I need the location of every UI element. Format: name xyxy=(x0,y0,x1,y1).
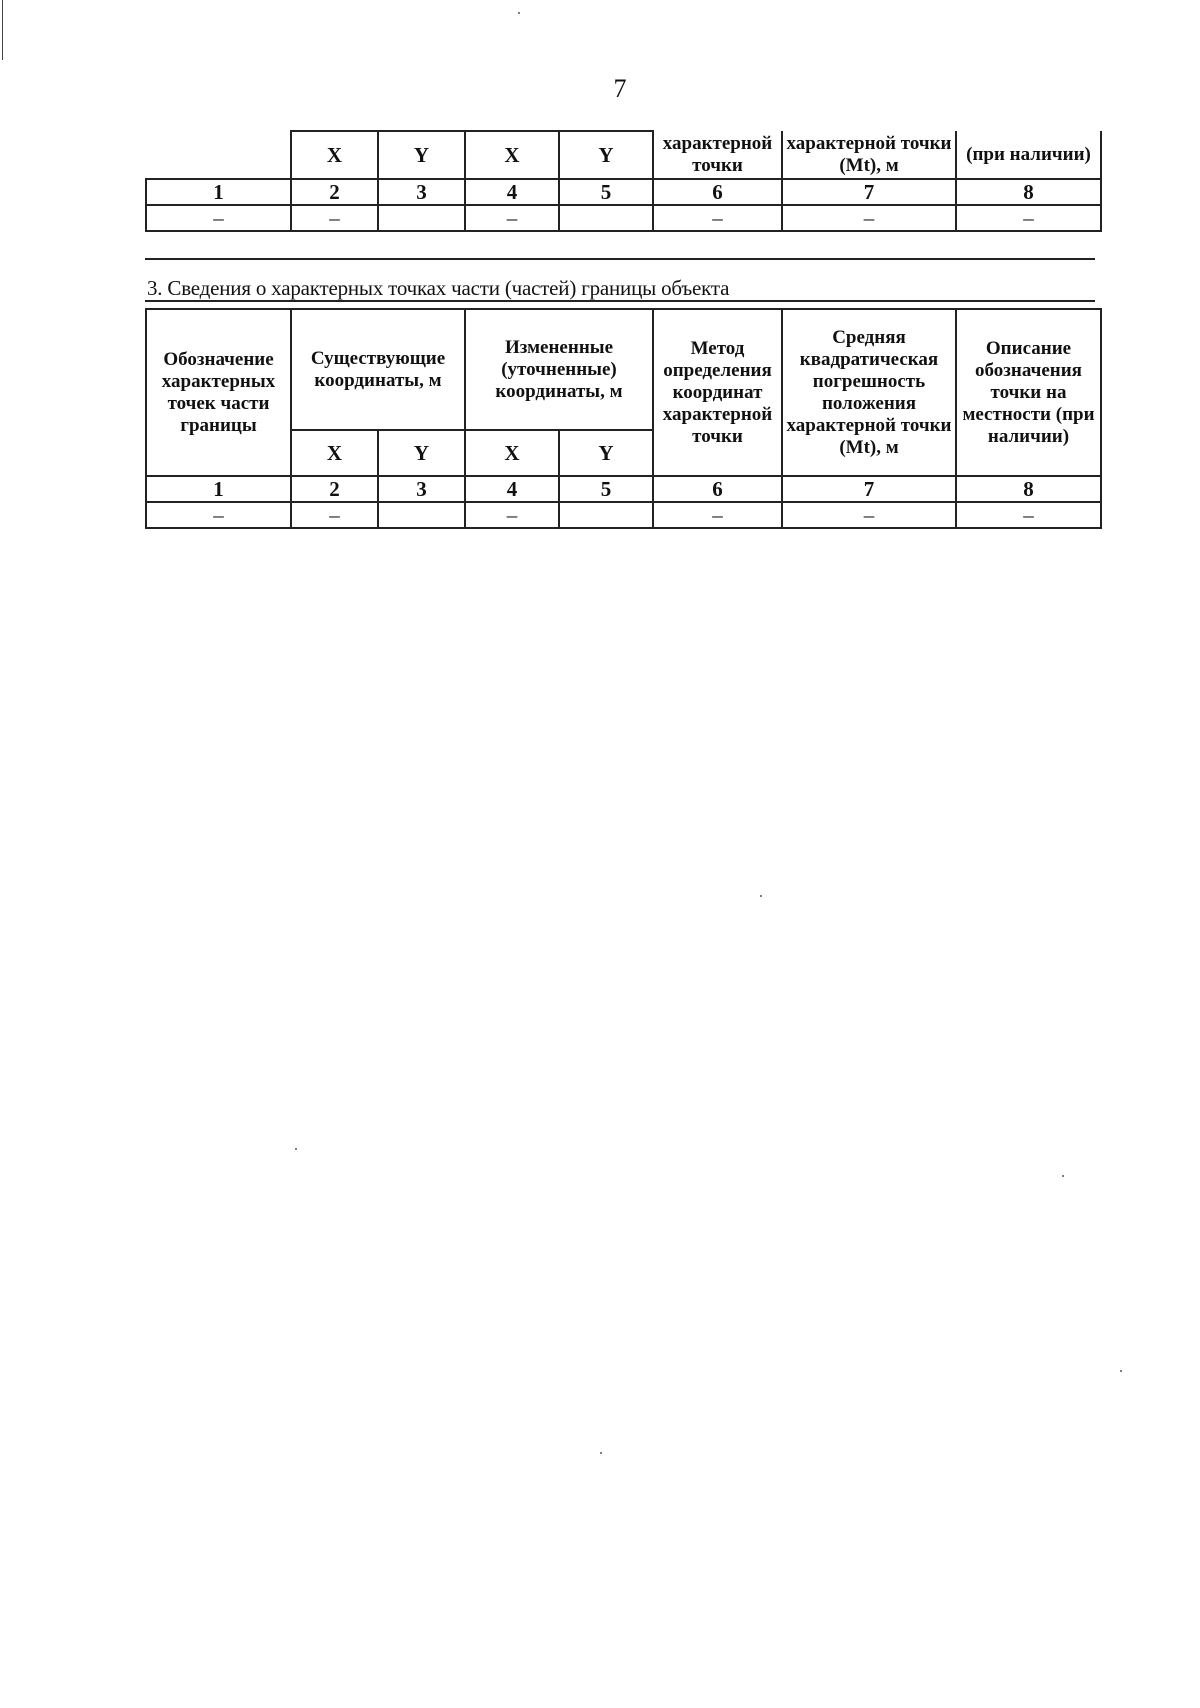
column-number-cell: 2 xyxy=(291,476,378,502)
scan-speck xyxy=(518,12,520,14)
fragment-dash-cell: – xyxy=(291,205,378,231)
header-mean-square-error: Средняя квадратическая погрешность положения характерной точки (Mt), м xyxy=(782,309,956,476)
dash-cell: – xyxy=(291,502,378,528)
dash-cell: – xyxy=(782,502,956,528)
fragment-header-x1: X xyxy=(291,131,378,179)
column-number-cell: 5 xyxy=(559,476,653,502)
fragment-number-cell: 8 xyxy=(956,179,1101,205)
fragment-dash-cell: – xyxy=(956,205,1101,231)
section-3-table xyxy=(145,308,1102,529)
scan-speck xyxy=(760,895,762,897)
fragment-dash-cell: – xyxy=(146,205,291,231)
header-changed-y: Y xyxy=(559,430,653,476)
continued-table-fragment xyxy=(145,130,1102,232)
header-existing-coordinates: Существующие координаты, м xyxy=(291,309,465,430)
column-number-cell: 8 xyxy=(956,476,1101,502)
page-number: 7 xyxy=(613,74,627,103)
fragment-dash-cell xyxy=(378,205,465,231)
scan-speck xyxy=(600,1452,602,1454)
fragment-header-x2: X xyxy=(465,131,559,179)
header-method: Метод определения координат характерной точки xyxy=(653,309,782,476)
fragment-dash-cell: – xyxy=(653,205,782,231)
fragment-header-method: характерной точки xyxy=(653,131,782,179)
separator-line xyxy=(145,258,1095,260)
header-existing-y: Y xyxy=(378,430,465,476)
fragment-header-description: (при наличии) xyxy=(956,131,1101,179)
fragment-dash-cell: – xyxy=(782,205,956,231)
dash-cell xyxy=(559,502,653,528)
scan-speck xyxy=(295,1148,297,1150)
scan-speck xyxy=(1062,1175,1064,1177)
dash-cell: – xyxy=(146,502,291,528)
fragment-blank-cell xyxy=(146,131,291,179)
column-number-cell: 7 xyxy=(782,476,956,502)
fragment-dash-cell: – xyxy=(465,205,559,231)
dash-cell xyxy=(378,502,465,528)
fragment-number-cell: 2 xyxy=(291,179,378,205)
fragment-number-cell: 7 xyxy=(782,179,956,205)
dash-cell: – xyxy=(956,502,1101,528)
dash-cell: – xyxy=(653,502,782,528)
fragment-number-cell: 3 xyxy=(378,179,465,205)
section-3-top-rule xyxy=(145,300,1095,302)
scan-edge-line xyxy=(2,0,3,60)
header-changed-x: X xyxy=(465,430,559,476)
fragment-number-cell: 1 xyxy=(146,179,291,205)
dash-cell: – xyxy=(465,502,559,528)
column-number-cell: 3 xyxy=(378,476,465,502)
column-number-cell: 1 xyxy=(146,476,291,502)
fragment-number-cell: 4 xyxy=(465,179,559,205)
fragment-dash-cell xyxy=(559,205,653,231)
section-3-title: 3. Сведения о характерных точках части (частей) границы объекта xyxy=(147,276,730,300)
column-number-cell: 6 xyxy=(653,476,782,502)
fragment-number-cell: 5 xyxy=(559,179,653,205)
fragment-header-error: характерной точки (Mt), м xyxy=(782,131,956,179)
header-point-description: Описание обозначения точки на местности (при наличии) xyxy=(956,309,1101,476)
header-existing-x: X xyxy=(291,430,378,476)
header-changed-coordinates: Измененные (уточненные) координаты, м xyxy=(465,309,653,430)
fragment-number-cell: 6 xyxy=(653,179,782,205)
header-designation: Обозначение характерных точек части границы xyxy=(146,309,291,476)
fragment-header-y2: Y xyxy=(559,131,653,179)
column-number-cell: 4 xyxy=(465,476,559,502)
fragment-header-y1: Y xyxy=(378,131,465,179)
scan-speck xyxy=(1120,1370,1122,1372)
